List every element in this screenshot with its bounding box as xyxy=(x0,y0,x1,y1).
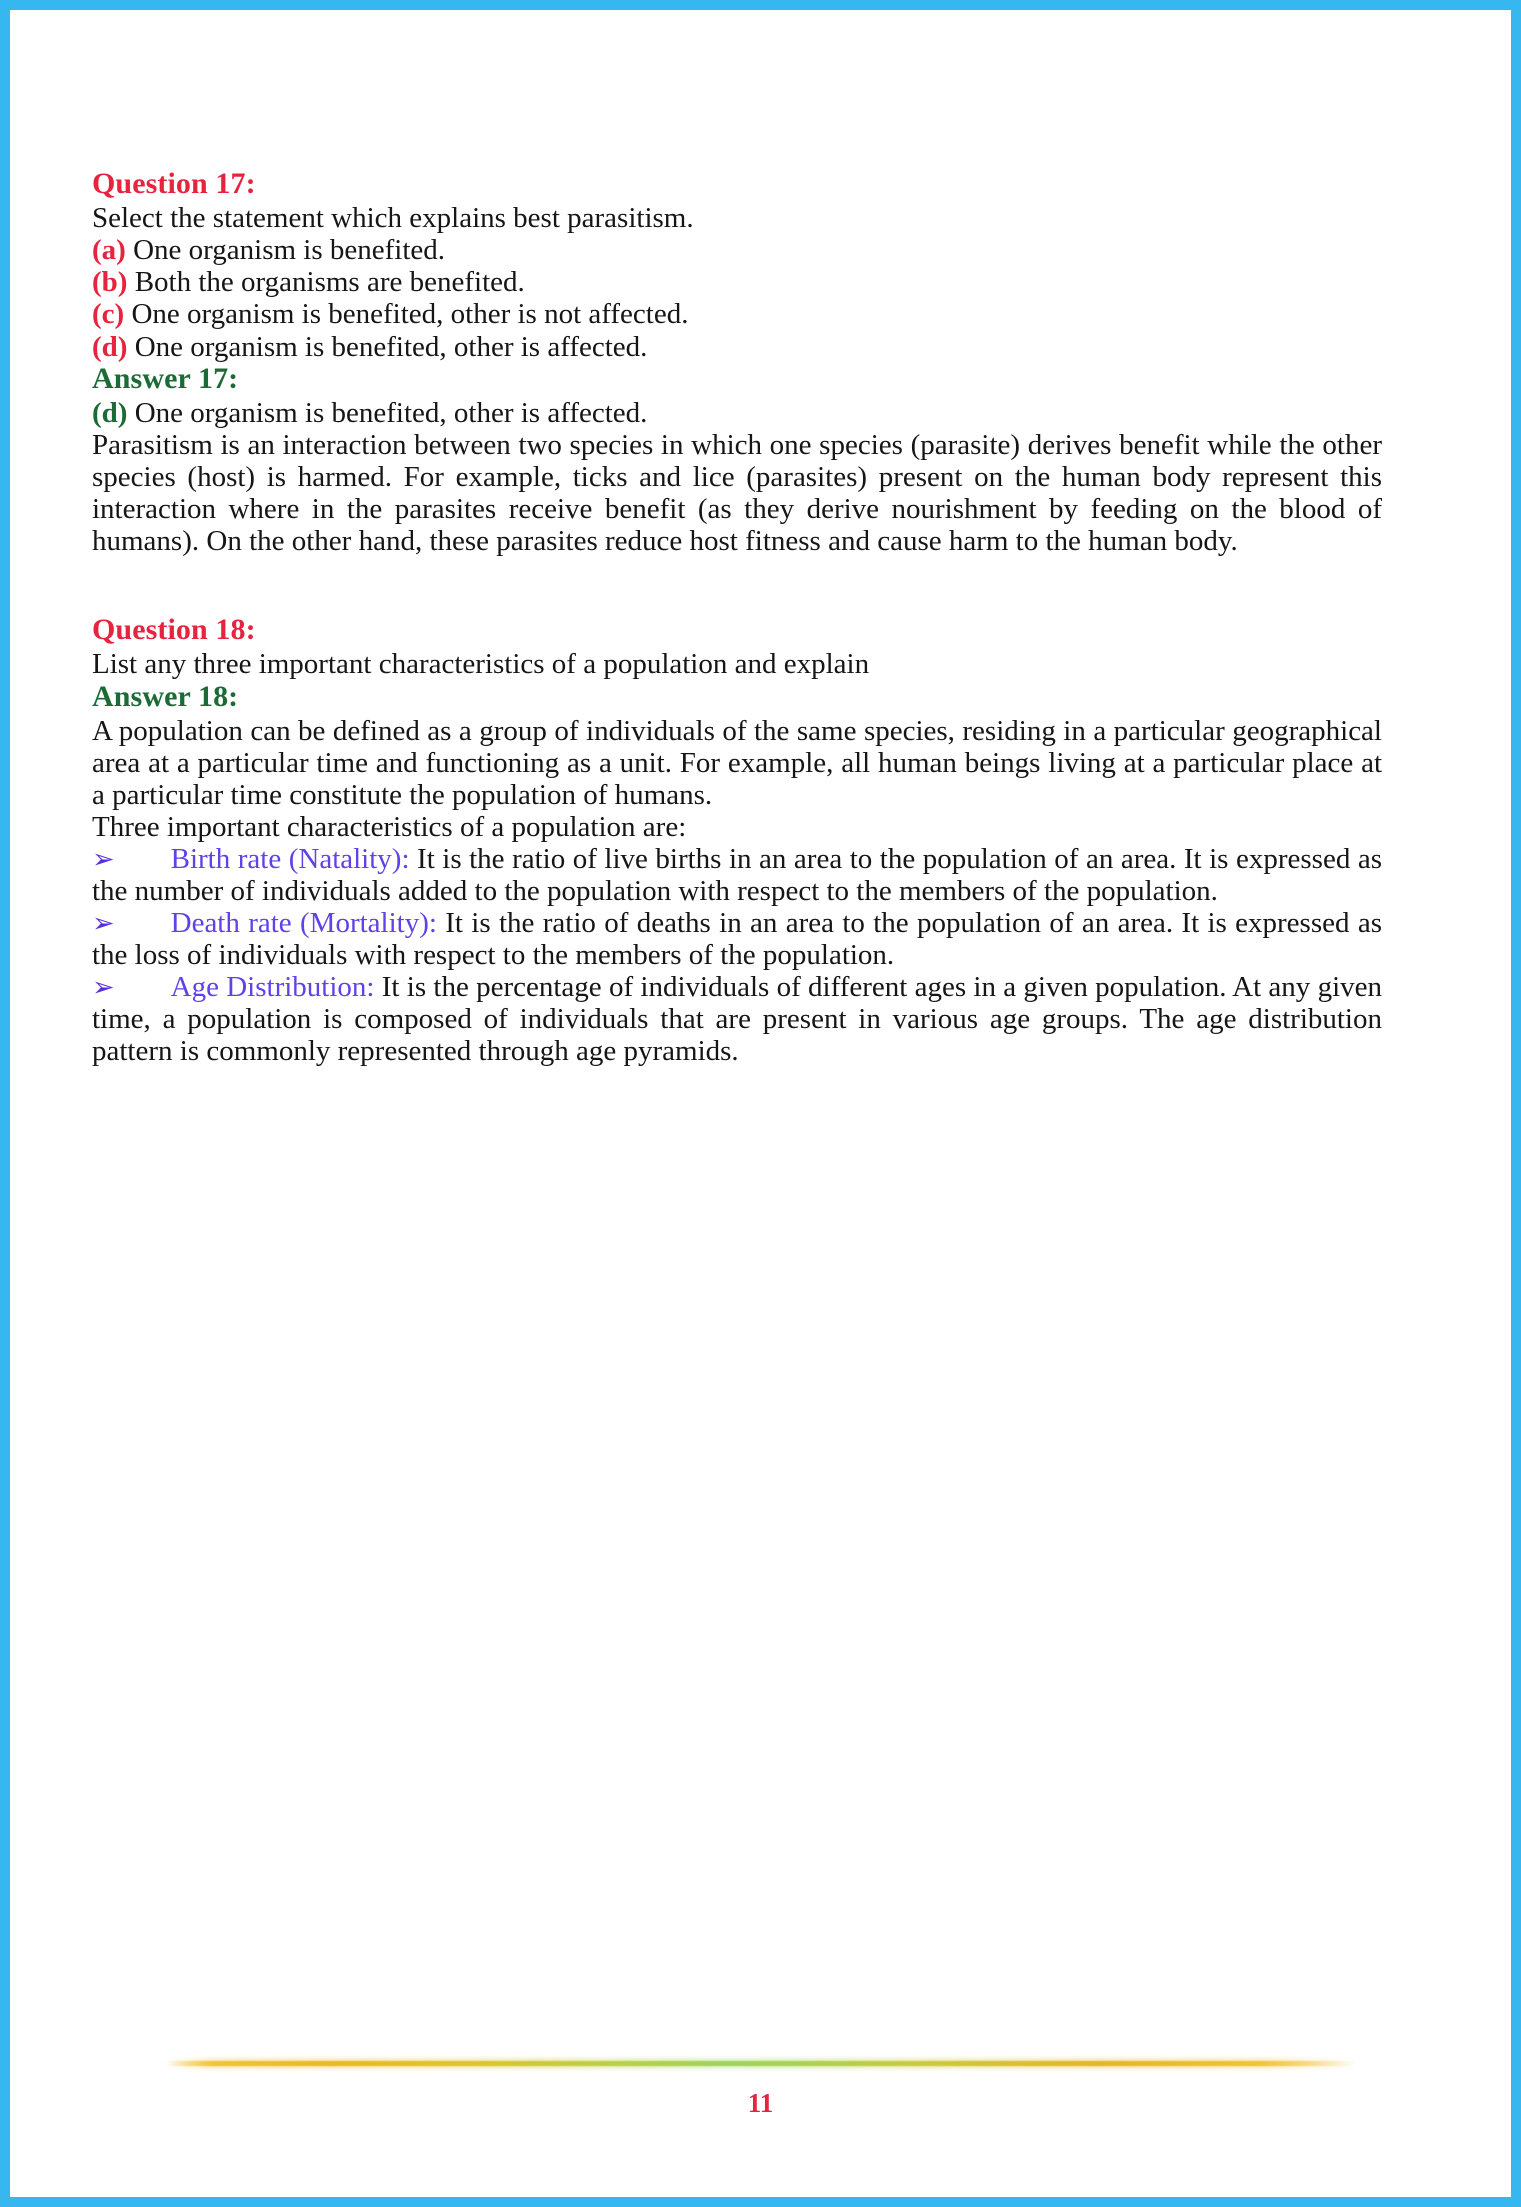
answer-18-list-intro: Three important characteristics of a population are: xyxy=(92,811,687,843)
footer-divider xyxy=(166,2056,1356,2070)
question-17-option-a xyxy=(92,234,1382,266)
question-17-prompt: Select the statement which explains best parasitism. xyxy=(92,202,694,235)
page-canvas xyxy=(10,10,1511,2197)
question-18-heading: Question 18: xyxy=(92,613,256,647)
characteristic-item-natality xyxy=(92,843,1382,907)
option-b-marker: (b) xyxy=(92,266,128,299)
bullet-arrow-icon: ➢ xyxy=(92,908,115,940)
bullet-arrow-icon: ➢ xyxy=(92,972,115,1004)
characteristic-term-mortality: Death rate (Mortality): xyxy=(170,907,437,940)
option-a-text xyxy=(126,234,133,266)
question-17-block xyxy=(92,168,1382,557)
option-a-marker: (a) xyxy=(92,234,126,267)
characteristic-term-natality: Birth rate (Natality): xyxy=(170,843,410,876)
option-a-label: One organism is benefited. xyxy=(133,234,446,267)
section-spacer xyxy=(92,557,1382,614)
option-d-label: One organism is benefited, other is affected. xyxy=(134,330,648,363)
question-18-prompt: List any three important characteristics of a population and explain xyxy=(92,648,870,681)
question-18-block xyxy=(92,614,1382,1067)
answer-18-definition: A population can be defined as a group of individuals of the same species, residing in a particular geographical area at a particular time and functioning as a unit. For example, all human beings living at a particular place at a particular time constitute the population of humans. xyxy=(92,714,1382,811)
answer-17-explanation: Parasitism is an interaction between two species in which one species (parasite) derives benefit while the other species (host) is harmed. For example, ticks and lice (parasites) present on the human body represent this interaction where in the parasites receive benefit (as they derive nourishment by feeding on the blood of humans). On the other hand, these parasites reduce host fitness and cause harm to the human body. xyxy=(92,428,1382,558)
answer-17-marker: (d) xyxy=(92,396,128,429)
characteristic-item-mortality xyxy=(92,907,1382,971)
option-c-marker: (c) xyxy=(92,298,125,331)
answer-18-heading: Answer 18: xyxy=(92,679,239,713)
characteristic-item-age-distribution xyxy=(92,971,1382,1067)
bullet-arrow-icon: ➢ xyxy=(92,844,115,876)
footer-divider-line xyxy=(166,2061,1356,2066)
answer-17-heading: Answer 17: xyxy=(92,361,239,395)
characteristic-term-age-distribution: Age Distribution: xyxy=(170,971,375,1004)
characteristic-desc-mortality: It is the ratio of deaths in an area to the population of an area. It is expressed as the loss of individuals with respect to the members of the population. xyxy=(92,907,1382,972)
document-content xyxy=(92,168,1382,1067)
option-c-label: One organism is benefited, other is not affected. xyxy=(131,298,689,331)
option-d-marker: (d) xyxy=(92,330,128,363)
question-17-option-d xyxy=(92,331,1382,363)
characteristic-desc-age-distribution: It is the percentage of individuals of different ages in a given population. At any given time, a population is composed of individuals that are present in various age groups. The age distribution pattern is commonly represented through age pyramids. xyxy=(92,971,1382,1068)
option-b-label: Both the organisms are benefited. xyxy=(134,266,525,299)
question-17-option-c xyxy=(92,298,1382,330)
page-footer xyxy=(10,2056,1511,2119)
characteristic-desc-natality: It is the ratio of live births in an area to the population of an area. It is expressed as the number of individuals added to the population with respect to the members of the population. xyxy=(92,843,1382,908)
answer-17-choice-text: One organism is benefited, other is affected. xyxy=(134,396,648,429)
question-17-option-b xyxy=(92,266,1382,298)
question-17-heading: Question 17: xyxy=(92,167,256,200)
answer-17-choice xyxy=(92,397,1382,429)
page-number: 11 xyxy=(747,2088,774,2118)
